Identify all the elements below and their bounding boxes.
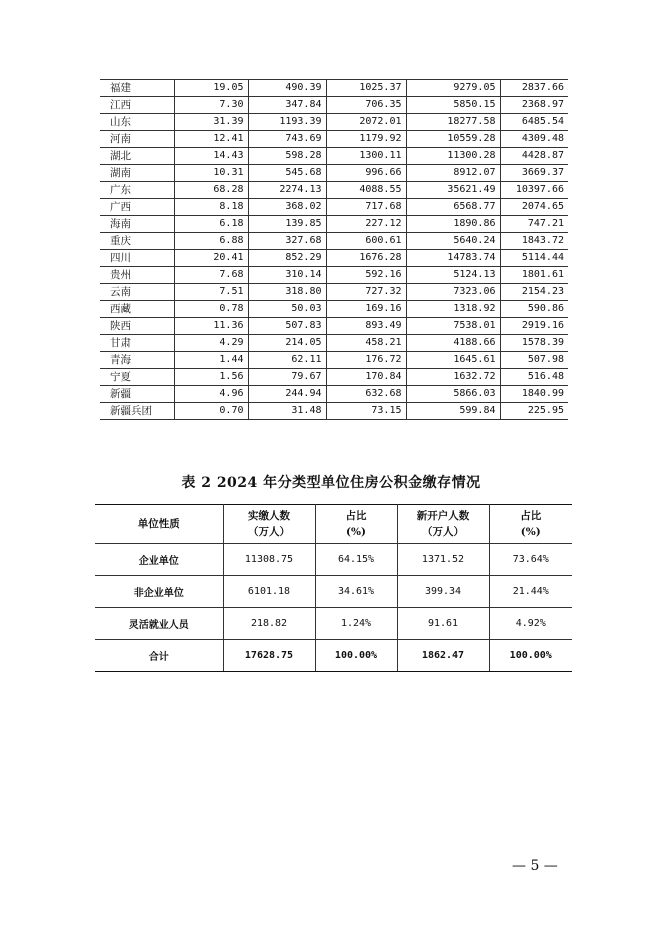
cell: 11300.28 — [406, 148, 500, 165]
cell: 18277.58 — [406, 114, 500, 131]
cell: 64.15% — [315, 544, 397, 576]
cell: 2074.65 — [500, 199, 568, 216]
cell: 7538.01 — [406, 318, 500, 335]
table-row — [95, 608, 572, 640]
cell: 14783.74 — [406, 250, 500, 267]
cell: 727.32 — [326, 284, 406, 301]
cell: 0.78 — [174, 301, 248, 318]
cell: 91.61 — [397, 608, 489, 640]
cell: 2919.16 — [500, 318, 568, 335]
table-row — [100, 97, 568, 114]
cell: 4.29 — [174, 335, 248, 352]
cell: 507.98 — [500, 352, 568, 369]
cell: 598.28 — [248, 148, 326, 165]
table-row — [95, 544, 572, 576]
province-name: 云南 — [100, 284, 174, 301]
cell: 7.30 — [174, 97, 248, 114]
cell: 399.34 — [397, 576, 489, 608]
cell: 5866.03 — [406, 386, 500, 403]
cell: 34.61% — [315, 576, 397, 608]
cell: 1676.28 — [326, 250, 406, 267]
cell: 516.48 — [500, 369, 568, 386]
cell: 20.41 — [174, 250, 248, 267]
table-row — [100, 233, 568, 250]
cell: 7.68 — [174, 267, 248, 284]
table-row — [100, 216, 568, 233]
province-name: 山东 — [100, 114, 174, 131]
cell: 1.24% — [315, 608, 397, 640]
cell: 347.84 — [248, 97, 326, 114]
cell: 368.02 — [248, 199, 326, 216]
cell: 68.28 — [174, 182, 248, 199]
cell: 852.29 — [248, 250, 326, 267]
cell: 8.18 — [174, 199, 248, 216]
cell: 10397.66 — [500, 182, 568, 199]
province-name: 青海 — [100, 352, 174, 369]
cell: 2837.66 — [500, 80, 568, 97]
cell: 6485.54 — [500, 114, 568, 131]
cell: 6568.77 — [406, 199, 500, 216]
cell: 6.88 — [174, 233, 248, 250]
province-name: 重庆 — [100, 233, 174, 250]
cell: 79.67 — [248, 369, 326, 386]
total-row — [95, 640, 572, 672]
cell: 996.66 — [326, 165, 406, 182]
row-label: 合计 — [95, 640, 223, 672]
row-label: 企业单位 — [95, 544, 223, 576]
cell: 1801.61 — [500, 267, 568, 284]
table-row — [95, 576, 572, 608]
province-data-table — [100, 79, 568, 420]
cell: 318.80 — [248, 284, 326, 301]
cell: 1.44 — [174, 352, 248, 369]
cell: 327.68 — [248, 233, 326, 250]
header-unit-type: 单位性质 — [95, 505, 223, 544]
province-name: 宁夏 — [100, 369, 174, 386]
cell: 592.16 — [326, 267, 406, 284]
cell: 12.41 — [174, 131, 248, 148]
row-label: 灵活就业人员 — [95, 608, 223, 640]
cell: 10559.28 — [406, 131, 500, 148]
cell: 170.84 — [326, 369, 406, 386]
cell: 893.49 — [326, 318, 406, 335]
cell: 458.21 — [326, 335, 406, 352]
cell: 1318.92 — [406, 301, 500, 318]
cell: 1645.61 — [406, 352, 500, 369]
cell: 19.05 — [174, 80, 248, 97]
header-paid-share: 占比 (%) — [315, 505, 397, 544]
province-name: 四川 — [100, 250, 174, 267]
province-name: 新疆 — [100, 386, 174, 403]
cell: 1890.86 — [406, 216, 500, 233]
table-row — [100, 267, 568, 284]
province-name: 江西 — [100, 97, 174, 114]
cell: 7323.06 — [406, 284, 500, 301]
row-label: 非企业单位 — [95, 576, 223, 608]
cell: 599.84 — [406, 403, 500, 420]
table-row — [100, 250, 568, 267]
cell: 1840.99 — [500, 386, 568, 403]
cell: 214.05 — [248, 335, 326, 352]
table2-title: 表 2 2024 年分类型单位住房公积金缴存情况 — [181, 475, 481, 491]
cell: 6101.18 — [223, 576, 315, 608]
cell: 0.70 — [174, 403, 248, 420]
table-row — [100, 352, 568, 369]
cell: 139.85 — [248, 216, 326, 233]
cell: 9279.05 — [406, 80, 500, 97]
cell: 5850.15 — [406, 97, 500, 114]
cell: 50.03 — [248, 301, 326, 318]
cell: 507.83 — [248, 318, 326, 335]
table-row — [100, 182, 568, 199]
cell: 1300.11 — [326, 148, 406, 165]
header-new-accounts: 新开户人数 （万人） — [397, 505, 489, 544]
cell: 1843.72 — [500, 233, 568, 250]
header-new-share: 占比 (%) — [489, 505, 572, 544]
cell: 10.31 — [174, 165, 248, 182]
cell: 5640.24 — [406, 233, 500, 250]
table-row — [100, 301, 568, 318]
province-name: 陕西 — [100, 318, 174, 335]
cell: 8912.07 — [406, 165, 500, 182]
cell: 2072.01 — [326, 114, 406, 131]
cell: 632.68 — [326, 386, 406, 403]
cell: 4.96 — [174, 386, 248, 403]
header-paid-count: 实缴人数 （万人） — [223, 505, 315, 544]
cell: 31.48 — [248, 403, 326, 420]
cell: 310.14 — [248, 267, 326, 284]
cell: 5114.44 — [500, 250, 568, 267]
cell: 35621.49 — [406, 182, 500, 199]
cell: 218.82 — [223, 608, 315, 640]
cell: 590.86 — [500, 301, 568, 318]
cell: 1179.92 — [326, 131, 406, 148]
cell: 743.69 — [248, 131, 326, 148]
cell: 73.64% — [489, 544, 572, 576]
cell: 7.51 — [174, 284, 248, 301]
cell: 1.56 — [174, 369, 248, 386]
province-name: 贵州 — [100, 267, 174, 284]
page-number: — 5 — — [512, 858, 558, 874]
cell: 4088.55 — [326, 182, 406, 199]
cell: 4309.48 — [500, 131, 568, 148]
province-name: 湖南 — [100, 165, 174, 182]
unit-type-table — [95, 504, 572, 672]
cell: 100.00% — [489, 640, 572, 672]
cell: 14.43 — [174, 148, 248, 165]
province-table-body — [100, 80, 568, 420]
cell: 717.68 — [326, 199, 406, 216]
table2-header-row — [95, 505, 572, 544]
cell: 21.44% — [489, 576, 572, 608]
cell: 2368.97 — [500, 97, 568, 114]
province-name: 甘肃 — [100, 335, 174, 352]
cell: 4188.66 — [406, 335, 500, 352]
province-name: 广东 — [100, 182, 174, 199]
table-row — [100, 131, 568, 148]
table-row — [100, 199, 568, 216]
cell: 490.39 — [248, 80, 326, 97]
table-row — [100, 284, 568, 301]
table-row — [100, 386, 568, 403]
cell: 2274.13 — [248, 182, 326, 199]
cell: 4.92% — [489, 608, 572, 640]
table-row — [100, 165, 568, 182]
province-name: 海南 — [100, 216, 174, 233]
cell: 227.12 — [326, 216, 406, 233]
province-name: 福建 — [100, 80, 174, 97]
cell: 11308.75 — [223, 544, 315, 576]
cell: 1862.47 — [397, 640, 489, 672]
province-name: 河南 — [100, 131, 174, 148]
cell: 5124.13 — [406, 267, 500, 284]
province-name: 广西 — [100, 199, 174, 216]
table-row — [100, 114, 568, 131]
cell: 1193.39 — [248, 114, 326, 131]
table-row — [100, 148, 568, 165]
cell: 3669.37 — [500, 165, 568, 182]
table-row — [100, 80, 568, 97]
cell: 600.61 — [326, 233, 406, 250]
province-name: 湖北 — [100, 148, 174, 165]
table-row — [100, 369, 568, 386]
cell: 6.18 — [174, 216, 248, 233]
cell: 1025.37 — [326, 80, 406, 97]
cell: 244.94 — [248, 386, 326, 403]
cell: 4428.87 — [500, 148, 568, 165]
cell: 706.35 — [326, 97, 406, 114]
cell: 1578.39 — [500, 335, 568, 352]
table-row — [100, 335, 568, 352]
cell: 176.72 — [326, 352, 406, 369]
cell: 31.39 — [174, 114, 248, 131]
cell: 545.68 — [248, 165, 326, 182]
cell: 2154.23 — [500, 284, 568, 301]
cell: 11.36 — [174, 318, 248, 335]
cell: 747.21 — [500, 216, 568, 233]
cell: 1632.72 — [406, 369, 500, 386]
cell: 1371.52 — [397, 544, 489, 576]
cell: 62.11 — [248, 352, 326, 369]
table-row — [100, 318, 568, 335]
cell: 225.95 — [500, 403, 568, 420]
cell: 169.16 — [326, 301, 406, 318]
province-name: 新疆兵团 — [100, 403, 174, 420]
province-name: 西藏 — [100, 301, 174, 318]
cell: 100.00% — [315, 640, 397, 672]
cell: 17628.75 — [223, 640, 315, 672]
table-row — [100, 403, 568, 420]
cell: 73.15 — [326, 403, 406, 420]
